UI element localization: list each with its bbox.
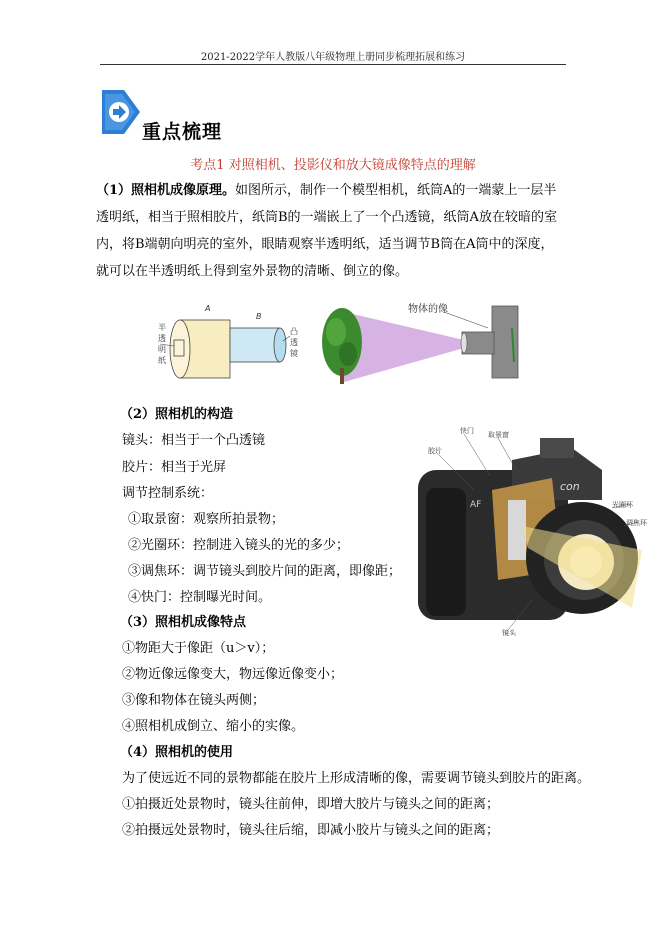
part2-item: 调节控制系统： [122, 486, 214, 501]
figure-camera-cutaway [412, 427, 652, 642]
part3-item: ①物距大于像距（u＞v）； [122, 641, 275, 656]
camera-af: AF [470, 500, 482, 510]
tube-a [170, 320, 230, 378]
part1-heading: （1）照相机成像原理。 [96, 183, 236, 198]
label-shutter: 快门 [460, 427, 474, 435]
part3-item: ②物近像远像变大，物远像近像变小； [122, 667, 344, 682]
figure-model-camera [152, 298, 522, 386]
part2-item: ②光圈环：控制进入镜头的光的多少； [128, 538, 350, 553]
topic-title: 考点1 对照相机、投影仪和放大镜成像特点的理解 [190, 158, 476, 173]
camera-brand: con [560, 480, 580, 493]
label-lens: 凸透镜 [290, 327, 298, 358]
part4-item: 为了使远近不同的景物都能在胶片上形成清晰的像，需要调节镜头到胶片的距离。 [122, 771, 591, 786]
part3-heading: （3）照相机成像特点 [120, 615, 247, 630]
label-focus: 调焦环 [626, 519, 647, 527]
label-a: A [205, 304, 211, 313]
section-title: 重点梳理 [142, 121, 223, 143]
part4-item: ①拍摄近处景物时，镜头往前伸，即增大胶片与镜头之间的距离； [122, 797, 500, 812]
part1-body: 如图所示，制作一个模型相机，纸筒A的一端蒙上一层半透明纸，相当于照相胶片，纸筒B的一端嵌上了一个凸透镜，纸筒A放在较暗的室内，将B端朝向明亮的室外，眼睛观察半透明纸，适当调节B筒在A筒中的深度，就可以在半透明纸上得到室外景物的清晰、倒立的像。 [96, 183, 557, 279]
part2-item: ④快门：控制曝光时间。 [128, 590, 272, 605]
label-film: 胶片 [428, 447, 442, 455]
part3-item: ③像和物体在镜头两侧； [122, 693, 266, 708]
part4-heading: （4）照相机的使用 [120, 745, 234, 760]
part3-item: ④照相机成倒立、缩小的实像。 [122, 719, 305, 734]
label-b: B [256, 312, 262, 321]
part2-heading: （2）照相机的构造 [120, 407, 234, 422]
label-viewfinder: 取景窗 [488, 431, 509, 439]
part2-item: 镜头：相当于一个凸透镜 [122, 433, 266, 448]
label-lens-part: 镜头 [502, 629, 516, 637]
part2-item: ①取景窗：观察所拍景物； [128, 512, 285, 527]
part2-item: 胶片：相当于光屏 [122, 460, 227, 475]
page-header: 2021-2022学年人教版八年级物理上册同步梳理拓展和练习 [200, 52, 466, 63]
part1-paragraph [96, 177, 566, 285]
tube-b [230, 328, 286, 362]
part2-item: ③调焦环：调节镜头到胶片间的距离，即像距； [128, 564, 402, 579]
header-divider [100, 64, 566, 65]
part4-item: ②拍摄远处景物时，镜头往后缩，即减小胶片与镜头之间的距离； [122, 823, 500, 838]
label-image: 物体的像 [408, 304, 448, 315]
label-aperture: 光圈环 [612, 501, 633, 509]
label-paper: 半透明纸 [158, 323, 166, 365]
arrow-right-icon [100, 88, 142, 136]
